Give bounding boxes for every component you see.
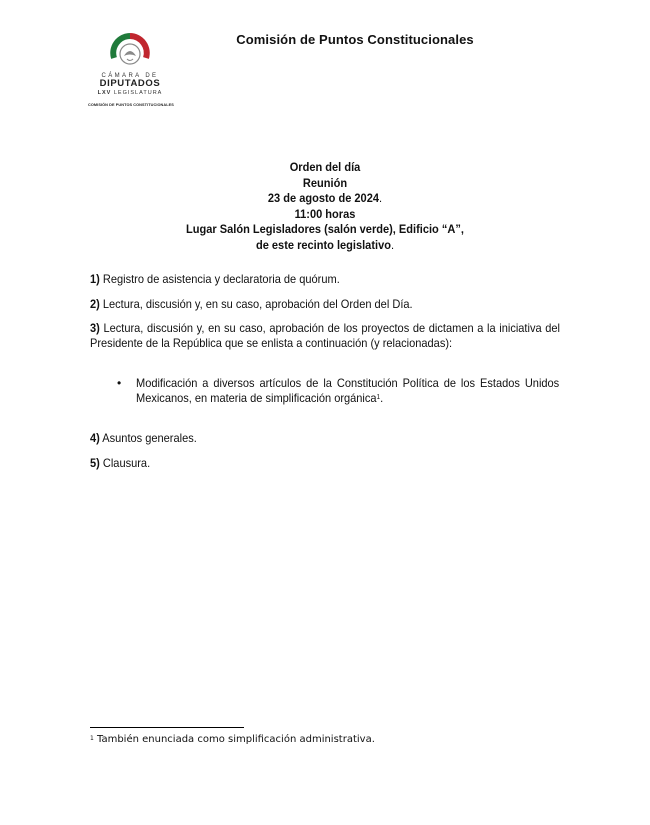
mexican-eagle-seal-icon (108, 32, 152, 72)
footnote-reference: 1 (376, 394, 381, 401)
logo-legislatura-text: LXV LEGISLATURA (97, 90, 163, 96)
agenda-item-1: 1) Registro de asistencia y declaratoria de quórum. (90, 272, 340, 286)
logo-camara-text: CÁMARA DE (101, 73, 159, 79)
agenda-heading (0, 160, 650, 253)
dictamen-list-item (117, 376, 560, 406)
heading-place: Lugar Salón Legisladores (salón verde), Edificio “A”, (186, 222, 464, 236)
agenda-item-2: 2) Lectura, discusión y, en su caso, aprobación del Orden del Día. (90, 297, 413, 311)
agenda-item-4: 4) Asuntos generales. (90, 431, 197, 445)
bullet-icon: • (117, 376, 122, 390)
footnote-divider (90, 727, 244, 728)
heading-date: 23 de agosto de 2024. (267, 191, 383, 205)
logo-comision-text: COMISIÓN DE PUNTOS CONSTITUCIONALES (88, 103, 174, 107)
heading-reunion: Reunión (302, 175, 348, 190)
footnote-marker: 1 (90, 735, 94, 742)
chamber-logo (88, 32, 172, 107)
footnote: $^1$ También enunciada como simplificación administrativa. (90, 734, 375, 745)
heading-orden-del-dia: Orden del día (289, 160, 361, 174)
heading-time: 11:00 horas (294, 206, 356, 221)
dictamen-text: Modificación a diversos artículos de la Constitución Política de los Estados Unidos Mexicanos, en materia de simplificación orgánica$^1$. (136, 376, 560, 405)
logo-diputados-text: DIPUTADOS (99, 78, 161, 89)
agenda-item-5: 5) Clausura. (90, 456, 151, 470)
heading-venue: de este recinto legislativo. (255, 237, 395, 252)
committee-title: Comisión de Puntos Constitucionales (236, 32, 474, 47)
agenda-item-3: 3) Lectura, discusión y, en su caso, aprobación de los proyectos de dictamen a la iniciativa del Presidente de la República que se enlista a continuación (y relacionadas): (90, 321, 561, 350)
